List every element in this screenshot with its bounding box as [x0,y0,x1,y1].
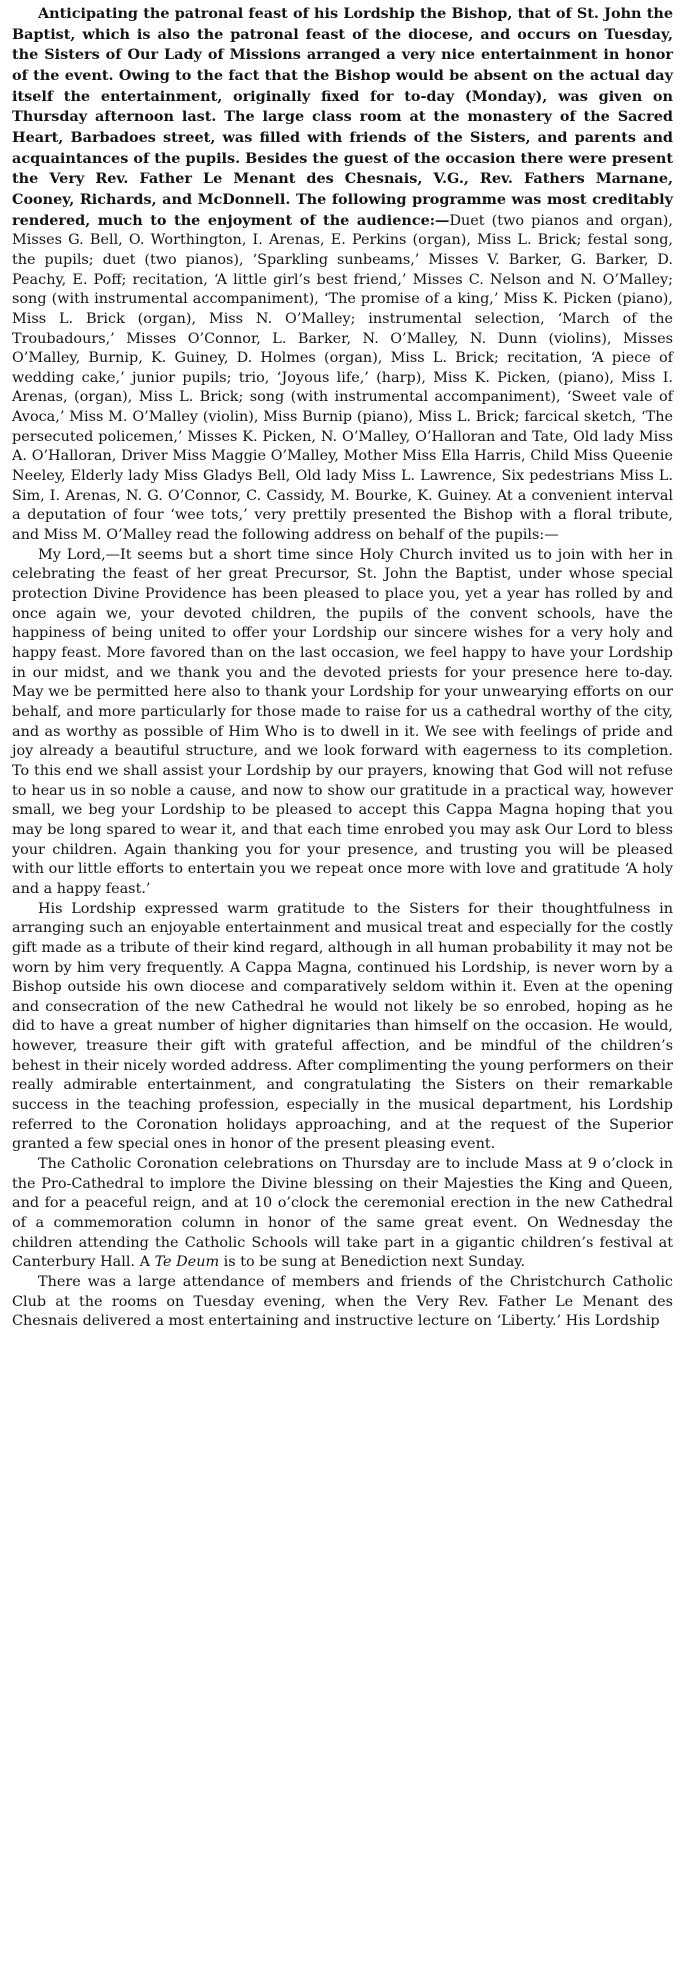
coronation-text-before: The Catholic Coronation celebrations on Thursday are to include Mass at 9 o’clock in the Pro-Cathedral to implore the Divine blessing on their Majesties the King and Queen, and for a peaceful reign, and at 10 o’clock the ceremonial erection in the new Cathedral of a commemoration column in honor of the same great event. On Wednesday the children attending the Catholic Schools will take part in a gigantic children’s festival at Canterbury Hall. A [12,1156,673,1271]
article-paragraph-intro [12,4,673,546]
article-paragraph-coronation [12,1155,673,1273]
intro-lead-bold: Anticipating the patronal feast of his Lordship the Bishop, that of St. John the Baptist, which is also the patronal feast of the diocese, and occurs on Tuesday, the Sisters of Our Lady of Missions arranged a very nice entertainment in honor of the event. Owing to the fact that the Bishop would be absent on the actual day itself the entertainment, originally fixed for to-day (Monday), was given on Thursday afternoon last. The large class room at the monastery of the Sacred Heart, Barbadoes street, was filled with friends of the Sisters, and parents and acquaintances of the pupils. Besides the guest of the occasion there were present the Very Rev. Father Le Menant des Chesnais, V.G., Rev. Fathers Marnane, Cooney, Richards, and McDonnell. The following programme was most creditably rendered, much to the enjoyment of the audience:— [12,5,673,229]
coronation-text-after: is to be sung at Benediction next Sunday. [219,1254,526,1271]
programme-text: Duet (two pianos and organ), Misses G. Bell, O. Worthington, I. Arenas, E. Perkins (organ), Miss L. Brick; festal song, the pupils; duet (two pianos), ‘Sparkling sunbeams,’ Misses V. Barker, G. Barker, D. Peachy, E. Poff; recitation, ‘A little girl’s best friend,’ Misses C. Nelson and N. O’Malley; song (with instrumental accompaniment), ‘The promise of a king,’ Miss K. Picken (piano), Miss L. Brick (organ), Miss N. O’Malley; instrumental selection, ‘March of the Troubadours,’ Misses O’Connor, L. Barker, N. O’Malley, N. Dunn (violins), Misses O’Malley, Burnip, K. Guiney, D. Holmes (organ), Miss L. Brick; recitation, ‘A piece of wedding cake,’ junior pupils; trio, ‘Joyous life,’ (harp), Miss K. Picken, (piano), Miss I. Arenas, (organ), Miss L. Brick; song (with instrumental accompaniment), ‘Sweet vale of Avoca,’ Miss M. O’Malley (violin), Miss Burnip (piano), Miss L. Brick; farcical sketch, ‘The persecuted policemen,’ Misses K. Picken, N. O’Malley, O’Halloran and Tate, Old lady Miss A. O’Halloran, Driver Miss Maggie O’Malley, Mother Miss Ella Harris, Child Miss Queenie Neeley, Elderly lady Miss Gladys Bell, Old lady Miss L. Lawrence, Six pedestrians Miss L. Sim, I. Arenas, N. G. O’Connor, C. Cassidy, M. Bourke, K. Guiney. At a convenient interval a deputation of four ‘wee tots,’ very prettily presented the Bishop with a floral tribute, and Miss M. O’Malley read the following address on behalf of the pupils:— [12,212,673,544]
article-paragraph-reply: His Lordship expressed warm gratitude to the Sisters for their thoughtfulness in arranging such an enjoyable entertainment and musical treat and especially for the costly gift made as a tribute of their kind regard, although in all human probability it may not be worn by him very frequently. A Cappa Magna, continued his Lordship, is never worn by a Bishop outside his own diocese and comparatively seldom within it. Even at the opening and consecration of the new Cathedral he would not likely be so enrobed, hoping as he did to have a great number of higher dignitaries than himself on the occasion. He would, however, treasure their gift with grateful affection, and be mindful of the children’s behest in their nicely worded address. After complimenting the young performers on their really admirable entertainment, and congratulating the Sisters on their remarkable success in the teaching profession, especially in the musical department, his Lordship referred to the Coronation holidays approaching, and at the request of the Superior granted a few special ones in honor of the present pleasing event. [12,900,673,1153]
article-paragraph-address: My Lord,—It seems but a short time since Holy Church invited us to join with her in celebrating the feast of her great Precursor, St. John the Baptist, under whose special protection Divine Providence has been pleased to place you, yet a year has rolled by and once again we, your devoted children, the pupils of the convent schools, have the happiness of being united to offer your Lordship our sincere wishes for a very holy and happy feast. More favored than on the last occasion, we feel happy to have your Lordship in our midst, and we thank you and the devoted priests for your presence here to-day. May we be permitted here also to thank your Lordship for your unwearying efforts on our behalf, and more particularly for those made to raise for us a cathedral worthy of the city, and as worthy as possible of Him Who is to dwell in it. We see with feelings of pride and joy already a beautiful structure, and we look forward with eagerness to its completion. To this end we shall assist your Lordship by our prayers, knowing that God will not refuse to hear us in so noble a cause, and now to show our gratitude in a practical way, however small, we beg your Lordship to be pleased to accept this Cappa Magna hoping that you may be long spared to wear it, and that each time enrobed you may ask Our Lord to bless your children. Again thanking you for your presence, and trusting you will be pleased with our little efforts to entertain you we repeat once more with love and gratitude ‘A holy and a happy feast.’ [12,546,673,897]
te-deum-italic: Te Deum [154,1254,220,1271]
article-paragraph-club: There was a large attendance of members and friends of the Christchurch Catholic Club at the rooms on Tuesday evening, when the Very Rev. Father Le Menant des Chesnais delivered a most entertaining and instructive lecture on ‘Liberty.’ His Lordship [12,1274,673,1330]
